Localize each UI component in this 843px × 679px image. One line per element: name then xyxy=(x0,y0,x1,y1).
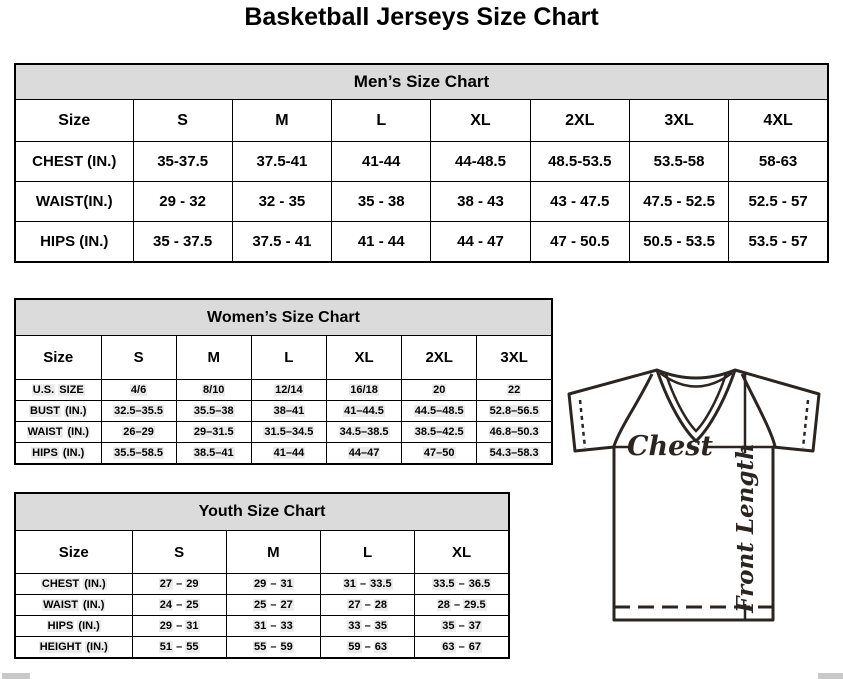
mens-table xyxy=(14,63,829,263)
cell-token: 59 xyxy=(280,641,293,653)
cell-token: 31 xyxy=(186,620,199,632)
size-value-cell xyxy=(321,637,415,659)
cell-token: (IN.) xyxy=(67,426,89,438)
size-value-cell: 58-63 xyxy=(729,142,828,182)
size-value-cell xyxy=(415,595,509,616)
size-value-cell xyxy=(176,401,251,422)
column-header: Size xyxy=(15,336,101,380)
row-label xyxy=(15,574,132,595)
page-edge-artifact-left xyxy=(2,673,30,679)
row-label xyxy=(15,443,101,465)
table-row xyxy=(15,595,509,616)
table-row xyxy=(15,574,509,595)
cell-token: – xyxy=(270,599,277,611)
column-header: XL xyxy=(326,336,401,380)
size-value-cell xyxy=(321,595,415,616)
cell-token: – xyxy=(453,599,461,611)
size-value-cell: 48.5-53.5 xyxy=(530,142,629,182)
cell-token: 44–47 xyxy=(348,447,380,459)
front-length-label: Front Length xyxy=(732,443,759,613)
size-value-cell xyxy=(132,595,226,616)
cell-token: 35.5–58.5 xyxy=(114,447,164,459)
size-value-cell: 44 - 47 xyxy=(431,222,530,263)
size-value-cell xyxy=(321,574,415,595)
size-value-cell: 52.5 - 57 xyxy=(729,182,828,222)
womens-table xyxy=(14,298,553,465)
table-row xyxy=(15,182,828,222)
row-label: WAIST(IN.) xyxy=(15,182,133,222)
cell-token: 28 xyxy=(437,599,450,611)
cell-token: 26–29 xyxy=(123,426,154,438)
cell-token: SIZE xyxy=(59,384,84,396)
cell-token: 31 xyxy=(280,578,293,590)
size-value-cell xyxy=(251,380,326,401)
size-value-cell: 35 - 37.5 xyxy=(133,222,232,263)
cell-token: 35.5–38 xyxy=(193,405,234,417)
youth-table-title: Youth Size Chart xyxy=(15,493,509,531)
size-value-cell: 44-48.5 xyxy=(431,142,530,182)
cell-token: 63 xyxy=(374,641,387,653)
size-value-cell: 35-37.5 xyxy=(133,142,232,182)
cell-token: 33 xyxy=(280,620,293,632)
size-value-cell xyxy=(101,443,176,465)
cell-token: 16/18 xyxy=(350,384,378,396)
column-header: 3XL xyxy=(629,100,728,142)
cell-token: – xyxy=(270,578,277,590)
cell-token: (IN.) xyxy=(62,447,85,459)
size-value-cell xyxy=(477,443,552,465)
jersey-measurement-diagram xyxy=(556,358,840,670)
cell-token: WAIST xyxy=(27,426,63,438)
cell-token: 8/10 xyxy=(203,384,225,396)
cell-token: 41–44 xyxy=(273,447,305,459)
size-value-cell xyxy=(415,637,509,659)
cell-token: 24 xyxy=(159,599,172,611)
cell-token: 33.5 xyxy=(370,578,392,590)
cell-token: 37 xyxy=(468,620,481,632)
size-value-cell xyxy=(402,401,477,422)
cell-token: 27 xyxy=(159,578,172,590)
cell-token: 33.5 xyxy=(433,578,455,590)
cell-token: 59 xyxy=(348,641,361,653)
cell-token: 28 xyxy=(374,599,387,611)
cell-token: 34.5–38.5 xyxy=(339,426,389,438)
cell-token: – xyxy=(176,578,183,590)
youth-table xyxy=(14,492,510,659)
size-value-cell xyxy=(326,380,401,401)
size-value-cell xyxy=(251,401,326,422)
size-value-cell xyxy=(101,422,176,443)
row-label: HIPS (IN.) xyxy=(15,222,133,263)
cell-token: – xyxy=(364,641,371,653)
cell-token: 55 xyxy=(254,641,267,653)
size-value-cell xyxy=(326,401,401,422)
cell-token: 51 xyxy=(159,641,172,653)
column-header: M xyxy=(176,336,251,380)
cell-token: HIPS xyxy=(47,620,74,632)
column-header: L xyxy=(321,531,415,574)
row-label: CHEST (IN.) xyxy=(15,142,133,182)
cell-token: 46.8–50.3 xyxy=(489,426,539,438)
cell-token: 63 xyxy=(442,641,455,653)
size-value-cell xyxy=(251,422,326,443)
column-header: Size xyxy=(15,100,133,142)
cell-token: 27 xyxy=(348,599,361,611)
table-row xyxy=(15,637,509,659)
size-value-cell xyxy=(176,380,251,401)
size-value-cell xyxy=(101,380,176,401)
table-row xyxy=(15,443,552,465)
column-header: L xyxy=(251,336,326,380)
column-header: 2XL xyxy=(402,336,477,380)
cell-token: 54.3–58.3 xyxy=(489,447,539,459)
womens-size-table xyxy=(14,298,553,465)
cell-token: 41–44.5 xyxy=(344,405,384,417)
table-row xyxy=(15,380,552,401)
size-value-cell: 43 - 47.5 xyxy=(530,182,629,222)
cell-token: 29.5 xyxy=(464,599,486,611)
size-value-cell xyxy=(101,401,176,422)
cell-token: (IN.) xyxy=(65,405,87,417)
cell-token: 29–31.5 xyxy=(193,426,234,438)
size-value-cell: 37.5-41 xyxy=(232,142,331,182)
cell-token: 35 xyxy=(442,620,455,632)
cell-token: – xyxy=(176,641,183,653)
size-value-cell xyxy=(226,574,320,595)
cell-token: (IN.) xyxy=(78,620,100,632)
cell-token: 44.5–48.5 xyxy=(414,405,464,417)
cell-token: BUST xyxy=(30,405,60,417)
size-value-cell xyxy=(477,422,552,443)
cell-token: 47–50 xyxy=(423,447,455,459)
size-value-cell xyxy=(326,443,401,465)
cell-token: 27 xyxy=(280,599,293,611)
cell-token: 22 xyxy=(508,384,521,396)
size-value-cell xyxy=(402,380,477,401)
size-value-cell xyxy=(402,443,477,465)
cell-token: – xyxy=(364,620,371,632)
cell-token: – xyxy=(364,599,371,611)
cell-token: 33 xyxy=(348,620,361,632)
size-value-cell: 47.5 - 52.5 xyxy=(629,182,728,222)
size-value-cell: 41 - 44 xyxy=(332,222,431,263)
cell-token: 25 xyxy=(254,599,267,611)
column-header: L xyxy=(332,100,431,142)
cell-token: 38.5–41 xyxy=(193,447,234,459)
row-label xyxy=(15,401,101,422)
cell-token: 29 xyxy=(186,578,199,590)
row-label xyxy=(15,616,132,637)
cell-token: HIPS xyxy=(32,447,58,459)
cell-token: 52.8–56.5 xyxy=(489,405,539,417)
size-value-cell xyxy=(132,616,226,637)
cell-token: (IN.) xyxy=(86,641,108,653)
cell-token: 38–41 xyxy=(273,405,305,417)
size-value-cell xyxy=(477,401,552,422)
row-label xyxy=(15,595,132,616)
size-value-cell: 41-44 xyxy=(332,142,431,182)
column-header: XL xyxy=(431,100,530,142)
cell-token: 29 xyxy=(159,620,172,632)
youth-size-table xyxy=(14,492,510,659)
size-value-cell: 50.5 - 53.5 xyxy=(629,222,728,263)
cell-token: WAIST xyxy=(43,599,78,611)
cell-token: 67 xyxy=(468,641,481,653)
size-value-cell xyxy=(132,574,226,595)
mens-table-title: Men’s Size Chart xyxy=(15,64,828,100)
cell-token: 31 xyxy=(254,620,267,632)
cell-token: – xyxy=(270,620,277,632)
cell-token: 25 xyxy=(186,599,199,611)
size-value-cell xyxy=(402,422,477,443)
row-label xyxy=(15,380,101,401)
size-value-cell: 35 - 38 xyxy=(332,182,431,222)
cell-token: – xyxy=(270,641,277,653)
cell-token: HEIGHT xyxy=(39,641,82,653)
size-value-cell xyxy=(132,637,226,659)
cell-token: 12/14 xyxy=(275,384,303,396)
page-edge-artifact-right xyxy=(818,673,843,679)
size-value-cell xyxy=(477,380,552,401)
size-value-cell xyxy=(415,574,509,595)
cell-token: 35 xyxy=(374,620,387,632)
cell-token: – xyxy=(176,599,183,611)
cell-token: 4/6 xyxy=(130,384,147,396)
row-label xyxy=(15,637,132,659)
mens-size-table xyxy=(14,63,829,263)
cell-token: – xyxy=(359,578,367,590)
column-header: 3XL xyxy=(477,336,552,380)
size-value-cell: 47 - 50.5 xyxy=(530,222,629,263)
cell-token: 32.5–35.5 xyxy=(114,405,164,417)
cell-token: U.S. xyxy=(32,384,55,396)
column-header: Size xyxy=(15,531,132,574)
size-value-cell xyxy=(321,616,415,637)
cell-token: 38.5–42.5 xyxy=(414,426,464,438)
size-value-cell xyxy=(176,422,251,443)
size-value-cell xyxy=(226,595,320,616)
column-header: M xyxy=(226,531,320,574)
column-header: 4XL xyxy=(729,100,828,142)
cell-token: – xyxy=(176,620,183,632)
cell-token: (IN.) xyxy=(83,599,105,611)
size-value-cell: 38 - 43 xyxy=(431,182,530,222)
row-label xyxy=(15,422,101,443)
chest-label: Chest xyxy=(627,431,713,462)
womens-table-title: Women’s Size Chart xyxy=(15,299,552,336)
size-value-cell xyxy=(226,637,320,659)
cell-token: 31.5–34.5 xyxy=(264,426,314,438)
cell-token: 55 xyxy=(186,641,199,653)
size-value-cell xyxy=(251,443,326,465)
size-value-cell: 53.5 - 57 xyxy=(729,222,828,263)
cell-token: CHEST xyxy=(41,578,80,590)
size-value-cell: 32 - 35 xyxy=(232,182,331,222)
column-header: XL xyxy=(415,531,509,574)
cell-token: – xyxy=(458,641,465,653)
table-row xyxy=(15,401,552,422)
size-value-cell xyxy=(326,422,401,443)
cell-token: 31 xyxy=(343,578,356,590)
table-row xyxy=(15,616,509,637)
column-header: S xyxy=(101,336,176,380)
column-header: S xyxy=(132,531,226,574)
column-header: M xyxy=(232,100,331,142)
size-value-cell: 37.5 - 41 xyxy=(232,222,331,263)
size-value-cell xyxy=(415,616,509,637)
table-row xyxy=(15,222,828,263)
cell-token: – xyxy=(458,620,465,632)
page-title: Basketball Jerseys Size Chart xyxy=(244,3,599,31)
cell-token: 20 xyxy=(433,384,446,396)
size-value-cell: 53.5-58 xyxy=(629,142,728,182)
jersey-outline xyxy=(569,370,819,620)
column-header: S xyxy=(133,100,232,142)
table-row xyxy=(15,422,552,443)
size-value-cell: 29 - 32 xyxy=(133,182,232,222)
cell-token: 36.5 xyxy=(468,578,491,590)
table-row xyxy=(15,142,828,182)
cell-token: – xyxy=(458,578,465,590)
cell-token: 29 xyxy=(254,578,267,590)
cell-token: (IN.) xyxy=(84,578,106,590)
column-header: 2XL xyxy=(530,100,629,142)
size-value-cell xyxy=(176,443,251,465)
size-value-cell xyxy=(226,616,320,637)
